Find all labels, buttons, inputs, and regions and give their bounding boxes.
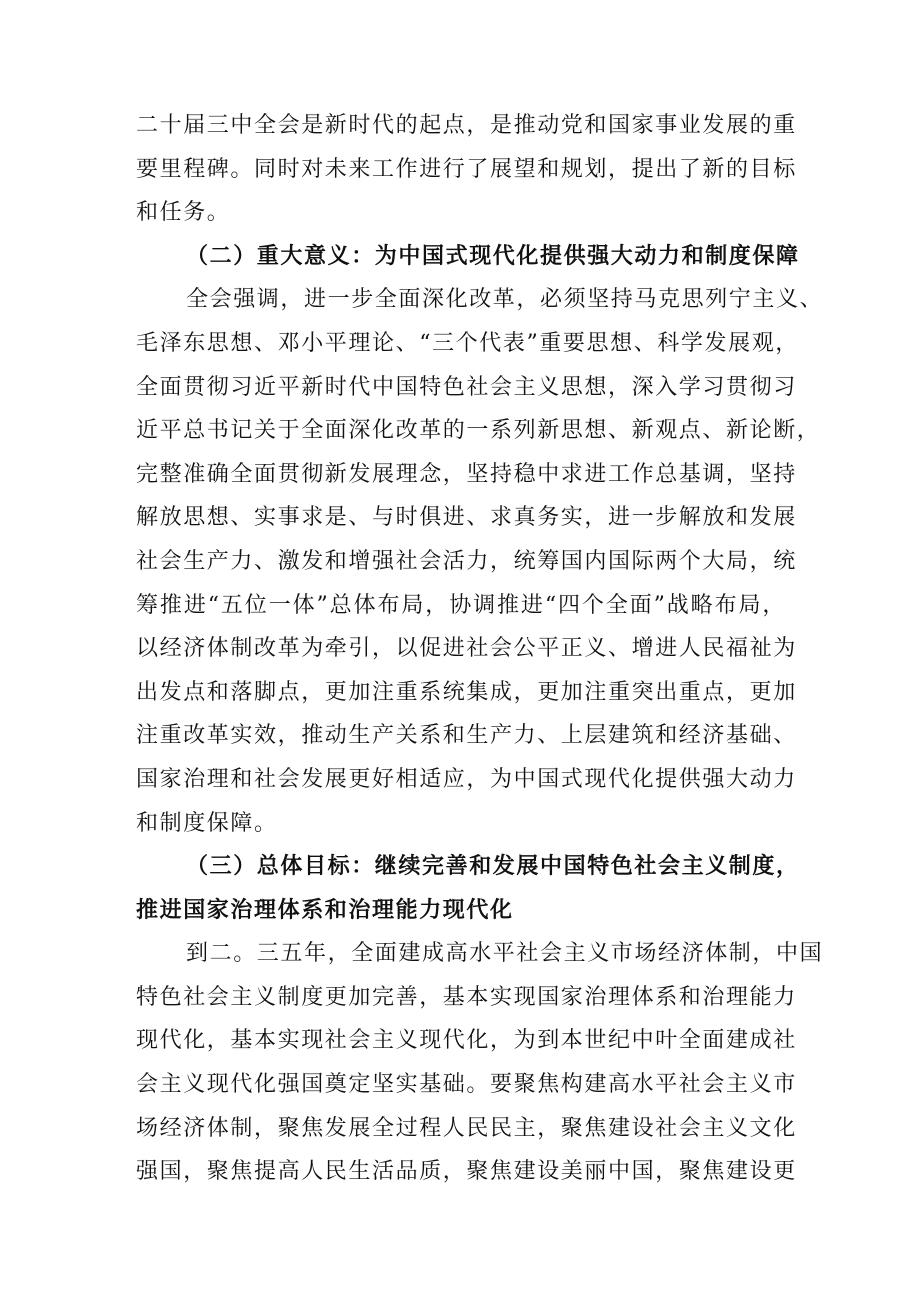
paragraph-line: 特色社会主义制度更加完善，基本实现国家治理体系和治理能力: [136, 984, 797, 1010]
paragraph-line: 以经济体制改革为牵引，以促进社会公平正义、增进人民福祉为: [136, 636, 797, 662]
paragraph-line: 全会强调，进一步全面深化改革，必须坚持马克思列宁主义、: [186, 287, 824, 313]
paragraph-line: 社会生产力、激发和增强社会活力，统筹国内国际两个大局，统: [136, 548, 797, 574]
paragraph-line: 会主义现代化强国奠定坚实基础。要聚焦构建高水平社会主义市: [136, 1072, 797, 1098]
paragraph-line: 出发点和落脚点，更加注重系统集成，更加注重突出重点，更加: [136, 679, 797, 705]
paragraph-line: 场经济体制，聚焦发展全过程人民民主，聚焦建设社会主义文化: [136, 1115, 797, 1141]
paragraph-line: 二十届三中全会是新时代的起点，是推动党和国家事业发展的重: [136, 113, 797, 138]
paragraph-line: 毛泽东思想、邓小平理论、“三个代表”重要思想、科学发展观，: [136, 330, 799, 356]
paragraph-line: 解放思想、实事求是、与时俱进、求真务实，进一步解放和发展: [136, 505, 797, 531]
section-heading-3: （三）总体目标：继续完善和发展中国特色社会主义制度，: [186, 854, 800, 880]
document-page: [136, 104, 824, 1194]
paragraph-line: 强国，聚焦提高人民生活品质，聚焦建设美丽中国，聚焦建设更: [136, 1159, 797, 1185]
paragraph-line: 完整准确全面贯彻新发展理念，坚持稳中求进工作总基调，坚持: [136, 461, 797, 487]
paragraph-line: 要里程碑。同时对未来工作进行了展望和规划，提出了新的目标: [136, 156, 797, 182]
section-heading-2: （二）重大意义：为中国式现代化提供强大动力和制度保障: [186, 243, 800, 269]
section-heading-3-continued: 推进国家治理体系和治理能力现代化: [136, 897, 514, 923]
paragraph-line: 和制度保障。: [136, 810, 278, 836]
paragraph-line: 近平总书记关于全面深化改革的一系列新思想、新观点、新论断，: [136, 418, 821, 444]
paragraph-line: 现代化，基本实现社会主义现代化，为到本世纪中叶全面建成社: [136, 1028, 797, 1054]
paragraph-line: 国家治理和社会发展更好相适应，为中国式现代化提供强大动力: [136, 766, 797, 792]
paragraph-line: 全面贯彻习近平新时代中国特色社会主义思想，深入学习贯彻习: [136, 374, 797, 400]
paragraph-line: 到二。三五年，全面建成高水平社会主义市场经济体制，中国: [186, 941, 824, 967]
paragraph-line: 注重改革实效，推动生产关系和生产力、上层建筑和经济基础、: [136, 723, 797, 749]
paragraph-line: 筹推进“五位一体”总体布局，协调推进“四个全面”战略布局，: [136, 592, 786, 618]
paragraph-line: 和任务。: [136, 200, 231, 226]
